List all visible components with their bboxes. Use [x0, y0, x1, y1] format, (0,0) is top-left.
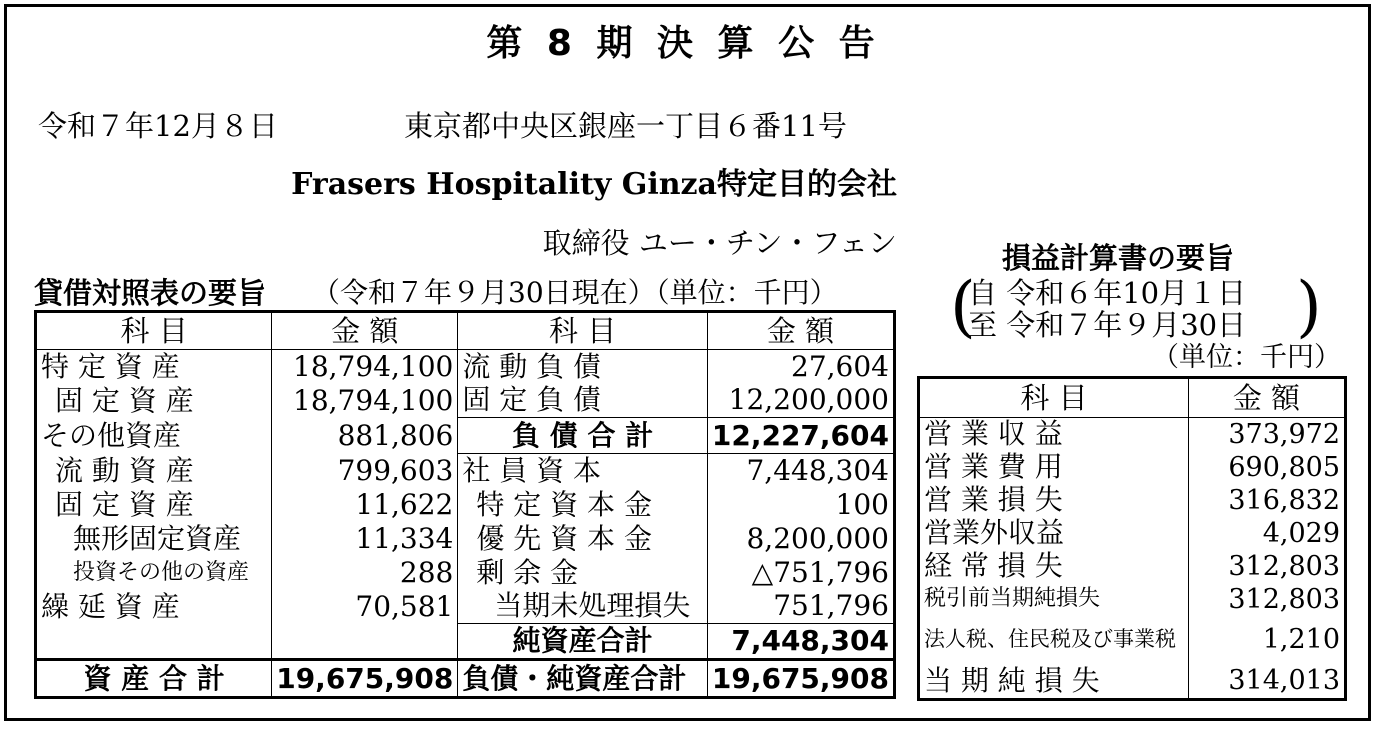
pl-label: 営 業 費 用 [924, 450, 1063, 483]
representative: 取締役 ユー・チン・フェン [542, 226, 897, 260]
bs-col-amount-left: 金 額 [272, 312, 458, 350]
bs-label: 流 動 資 産 [55, 453, 194, 487]
pl-label: 当 期 純 損 失 [924, 663, 1100, 697]
bs-label: 負 債 合 計 [458, 418, 707, 454]
bs-value: 12,200,000 [707, 384, 894, 418]
bs-value: 799,603 [272, 454, 458, 488]
total-liabilities-label: 負債・純資産合計 [458, 660, 707, 698]
pl-col-amount: 金 額 [1188, 378, 1345, 418]
company-address: 東京都中央区銀座一丁目６番11号 [404, 109, 847, 143]
bs-label: 優 先 資 本 金 [458, 522, 707, 556]
bs-value: 8,200,000 [707, 522, 894, 556]
left-paren-bracket: ( [950, 268, 976, 345]
bs-value: 70,581 [272, 590, 458, 624]
notice-date: 令和７年12月８日 [38, 109, 278, 143]
bs-label: 純資産合計 [458, 624, 707, 660]
bs-label: 固 定 資 産 [55, 487, 194, 521]
bs-value: 751,796 [707, 590, 894, 624]
bs-value: 27,604 [707, 350, 894, 384]
income-period-from: 自 令和６年10月１日 [968, 276, 1247, 310]
bs-label: 固 定 資 産 [55, 383, 194, 417]
bs-value: 18,794,100 [272, 384, 458, 418]
bs-value: 11,622 [272, 488, 458, 522]
bs-value: 18,794,100 [272, 350, 458, 384]
bs-col-item-left: 科 目 [36, 312, 272, 350]
pl-value: 690,805 [1188, 451, 1345, 484]
income-period-to: 至 令和７年９月30日 [968, 308, 1247, 342]
bs-col-item-right: 科 目 [458, 312, 707, 350]
bs-label: 特 定 資 本 金 [458, 488, 707, 522]
bs-label: その他資産 [41, 418, 182, 452]
pl-label: 営 業 損 失 [924, 483, 1063, 516]
bs-label: 投資その他の資産 [73, 559, 250, 585]
bs-label: 当期未処理損失 [458, 590, 707, 624]
bs-value: 11,334 [272, 522, 458, 556]
pl-label: 税引前当期純損失 [924, 586, 1101, 611]
bs-label: 流 動 負 債 [458, 350, 707, 384]
bs-value: 100 [707, 488, 894, 522]
bs-label: 剰 余 金 [458, 556, 707, 590]
bs-label: 社 員 資 本 [458, 454, 707, 488]
pl-label: 営業外収益 [924, 516, 1065, 549]
balance-sheet-period: （令和７年９月30日現在）（単位：千円） [312, 276, 838, 309]
income-unit: （単位：千円） [1152, 342, 1341, 373]
pl-label: 経 常 損 失 [924, 549, 1063, 582]
pl-value: 373,972 [1188, 418, 1345, 451]
bs-value: 288 [272, 556, 458, 590]
bs-value: 7,448,304 [707, 624, 894, 660]
pl-value: 314,013 [1188, 664, 1345, 700]
right-paren-bracket: ) [1296, 268, 1322, 345]
bs-label: 繰 延 資 産 [41, 589, 180, 623]
bs-label: 固 定 負 債 [458, 384, 707, 418]
balance-sheet-heading: 貸借対照表の要旨 [34, 276, 267, 310]
total-assets-value: 19,675,908 [272, 660, 458, 698]
income-statement-heading: 損益計算書の要旨 [1002, 241, 1235, 275]
bs-label: 特 定 資 産 [41, 349, 180, 383]
pl-col-item: 科 目 [919, 378, 1189, 418]
balance-sheet-table [34, 310, 896, 699]
bs-value: △751,796 [707, 556, 894, 590]
pl-value: 312,803 [1188, 550, 1345, 583]
bs-value: 12,227,604 [707, 418, 894, 454]
pl-value: 316,832 [1188, 484, 1345, 517]
notice-title: 第 8 期 決 算 公 告 [486, 23, 881, 64]
bs-col-amount-right: 金 額 [707, 312, 894, 350]
total-assets-label: 資 産 合 計 [36, 660, 272, 698]
total-liabilities-value: 19,675,908 [707, 660, 894, 698]
pl-label: 営 業 収 益 [924, 417, 1063, 451]
pl-value: 4,029 [1188, 517, 1345, 550]
bs-value: 7,448,304 [707, 454, 894, 488]
pl-value: 312,803 [1188, 583, 1345, 616]
pl-value: 1,210 [1188, 616, 1345, 664]
pl-label: 法人税、住民税及び事業税 [924, 627, 1176, 652]
bs-value: 881,806 [272, 418, 458, 454]
company-name: Frasers Hospitality Ginza特定目的会社 [291, 167, 897, 202]
bs-label: 無形固定資産 [73, 521, 242, 555]
income-statement-table [917, 376, 1347, 701]
